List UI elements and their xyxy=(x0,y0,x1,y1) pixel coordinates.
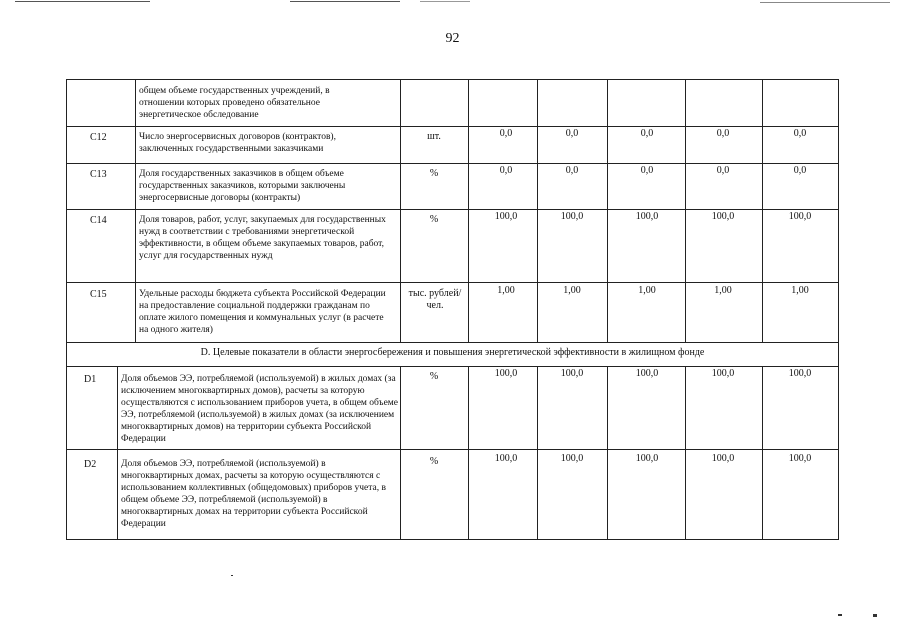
row-value: 100,0 xyxy=(635,211,659,222)
table-rule xyxy=(537,366,538,540)
row-value: 0,0 xyxy=(499,128,513,139)
row-value: 0,0 xyxy=(793,128,807,139)
page-number: 92 xyxy=(445,31,460,46)
row-value: 100,0 xyxy=(560,211,584,222)
row-value: 100,0 xyxy=(494,211,518,222)
row-description: Доля объемов ЭЭ, потребляемой (используемой) в многоквартирных домах, расчеты за которую осуществляются с использованием коллективных (общедомовых) приборов учета, в общем объеме ЭЭ, потребляемой (используемой) в многоквартирных домах на территории субъекта Российской Федерации xyxy=(121,459,386,529)
table-rule xyxy=(607,79,608,342)
table-rule xyxy=(66,126,839,127)
row-value: 100,0 xyxy=(494,368,518,379)
row-value: 0,0 xyxy=(716,128,730,139)
row-value: 0,0 xyxy=(565,165,579,176)
table-rule xyxy=(685,79,686,342)
row-description: Доля государственных заказчиков в общем объеме государственных заказчиков, которыми заключены энергосервисные договоры (контракты) xyxy=(139,169,346,203)
row-description: Доля товаров, работ, услуг, закупаемых для государственных нужд в соответствии с требованиями энергетической эффективности, в общем объеме закупаемых товаров, работ, услуг для государственных нужд xyxy=(139,215,386,261)
row-code: C12 xyxy=(90,132,107,143)
table-rule xyxy=(685,366,686,540)
row-value: 1,00 xyxy=(563,285,581,296)
row-unit: шт. xyxy=(427,131,441,142)
scan-edge-line xyxy=(760,2,890,3)
row-description: Число энергосервисных договоров (контрактов), заключенных государственными заказчиками xyxy=(139,132,336,154)
scan-speck xyxy=(838,614,842,616)
row-value: 100,0 xyxy=(560,453,584,464)
table-rule xyxy=(135,79,136,342)
row-description: общем объеме государственных учреждений, в отношении которых проведено обязательное энергетическое обследование xyxy=(139,86,330,120)
row-code: C13 xyxy=(90,169,107,180)
table-rule xyxy=(468,366,469,540)
table-rule xyxy=(762,79,763,342)
row-value: 1,00 xyxy=(497,285,515,296)
row-value: 100,0 xyxy=(560,368,584,379)
row-value: 100,0 xyxy=(711,211,735,222)
row-value: 100,0 xyxy=(635,453,659,464)
table-rule xyxy=(838,79,839,540)
row-code: D2 xyxy=(84,459,97,470)
row-value: 100,0 xyxy=(711,368,735,379)
table-rule xyxy=(117,366,118,540)
row-value: 100,0 xyxy=(635,368,659,379)
table-rule xyxy=(66,79,839,80)
table-rule xyxy=(66,209,839,210)
row-value: 0,0 xyxy=(565,128,579,139)
row-value: 0,0 xyxy=(716,165,730,176)
row-value: 1,00 xyxy=(638,285,656,296)
row-unit: % xyxy=(429,214,439,225)
row-value: 100,0 xyxy=(711,453,735,464)
scan-speck xyxy=(873,614,877,617)
row-code: C15 xyxy=(90,289,107,300)
scan-speck xyxy=(231,575,233,576)
row-value: 100,0 xyxy=(788,368,812,379)
scan-edge-line xyxy=(15,1,150,2)
scan-edge-line xyxy=(420,1,470,2)
row-unit: % xyxy=(429,168,439,179)
table-rule xyxy=(66,449,839,450)
table-rule xyxy=(66,539,839,540)
section-heading: D. Целевые показатели в области энергосбережения и повышения энергетической эффективности в жилищном фонде xyxy=(200,347,705,358)
table-rule xyxy=(66,79,67,540)
row-value: 100,0 xyxy=(494,453,518,464)
indicator-table xyxy=(66,79,839,540)
table-rule xyxy=(66,282,839,283)
table-rule xyxy=(400,366,401,540)
row-value: 0,0 xyxy=(640,128,654,139)
row-value: 1,00 xyxy=(714,285,732,296)
table-rule xyxy=(400,79,401,342)
table-rule xyxy=(607,366,608,540)
scan-edge-line xyxy=(290,1,400,2)
table-rule xyxy=(66,163,839,164)
row-value: 1,00 xyxy=(791,285,809,296)
row-code: C14 xyxy=(90,215,107,226)
table-rule xyxy=(762,366,763,540)
row-value: 0,0 xyxy=(499,165,513,176)
table-rule xyxy=(537,79,538,342)
row-code: D1 xyxy=(84,374,97,385)
row-value: 0,0 xyxy=(793,165,807,176)
row-unit: % xyxy=(429,456,439,467)
row-unit: тыс. рублей/чел. xyxy=(408,288,462,311)
row-unit: % xyxy=(429,371,439,382)
row-value: 100,0 xyxy=(788,211,812,222)
row-description: Доля объемов ЭЭ, потребляемой (используемой) в жилых домах (за исключением многоквартирных домов), расчеты за которую осуществляются с использованием приборов учета, в общем объеме ЭЭ, потребляемой (используемой) в жилых домах (за исключением многоквартирных домов) на территории субъекта Российской Федерации xyxy=(121,374,399,444)
row-description: Удельные расходы бюджета субъекта Российской Федерации на предоставление социальной поддержки гражданам по оплате жилого помещения и коммунальных услуг (в расчете на одного жителя) xyxy=(139,289,386,335)
table-rule xyxy=(66,366,839,367)
row-value: 100,0 xyxy=(788,453,812,464)
row-value: 0,0 xyxy=(640,165,654,176)
table-rule xyxy=(66,342,839,343)
table-rule xyxy=(468,79,469,342)
